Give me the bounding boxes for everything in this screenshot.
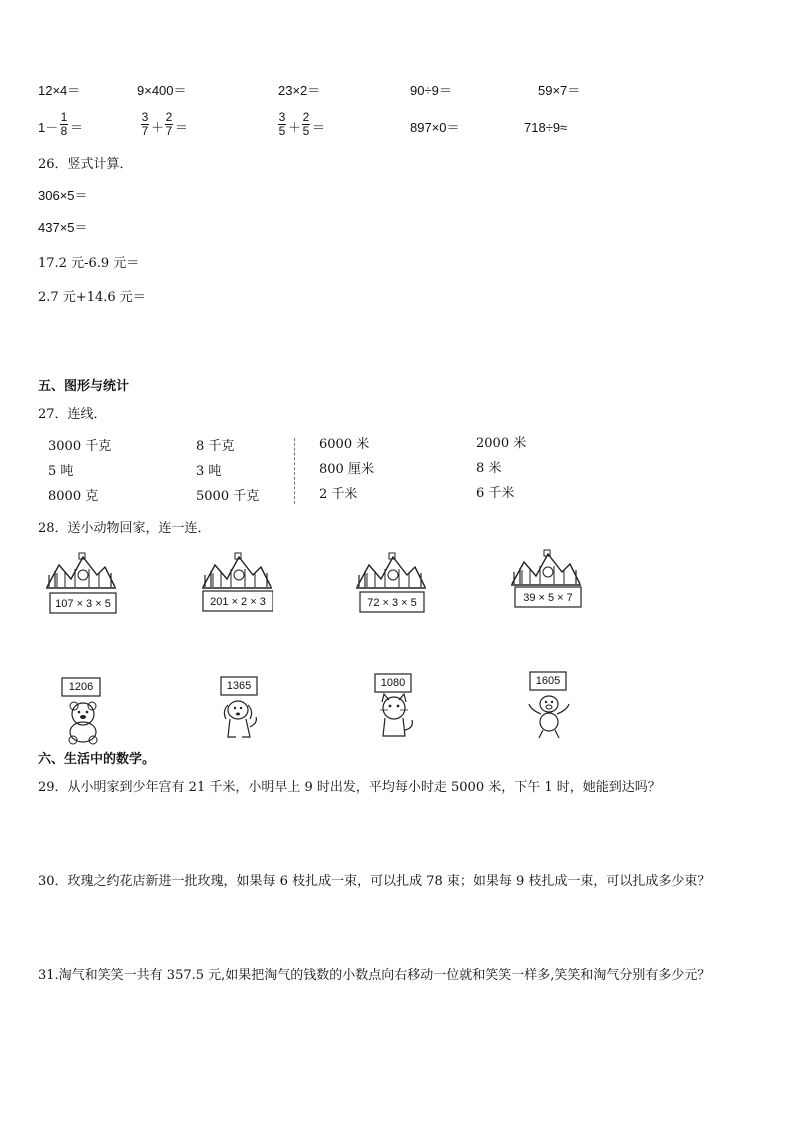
section-5-heading: 五、图形与统计	[38, 379, 130, 394]
question-28-title: 28．送小动物回家，连一连．	[38, 521, 211, 536]
animal-3	[366, 672, 426, 742]
animal-value: 1206	[68, 681, 94, 693]
house-1	[45, 549, 117, 617]
match-right-col2-2: 8 米	[476, 461, 502, 476]
animal-2	[210, 675, 270, 745]
question-26-title: 26．竖式计算．	[38, 157, 133, 172]
calc-row1-item3: 23×2＝	[278, 83, 321, 98]
match-left-col1-2: 5 吨	[48, 464, 74, 479]
calc-row1-item1: 12×4＝	[38, 83, 81, 98]
equals: ＝	[70, 120, 84, 135]
q26-item-4: 2.7 元+14.6 元＝	[38, 290, 146, 305]
house-label: 201 × 2 × 3	[210, 596, 266, 608]
match-right-col1-2: 800 厘米	[319, 462, 374, 477]
plus: ＋	[288, 120, 302, 135]
animal-value: 1080	[380, 677, 406, 689]
animal-1	[55, 676, 115, 746]
divider	[294, 438, 295, 504]
match-left-col1-3: 8000 克	[48, 489, 99, 504]
match-left-col1-1: 3000 千克	[48, 439, 112, 454]
calc-row2-item5: 718÷9≈	[524, 120, 568, 135]
calc-row1-item5: 59×7＝	[538, 83, 581, 98]
q26-item-2: 437×5＝	[38, 220, 88, 235]
section-6-heading: 六、生活中的数学。	[38, 752, 156, 767]
denominator: 5	[302, 124, 310, 138]
fraction-2	[301, 111, 311, 138]
house-label: 72 × 3 × 5	[367, 597, 417, 609]
house-3	[355, 549, 427, 617]
question-27-title: 27．连线．	[38, 407, 107, 422]
q26-item-1: 306×5＝	[38, 188, 88, 203]
equals: ＝	[175, 120, 189, 135]
numerator: 2	[165, 110, 173, 124]
fraction-1	[277, 111, 287, 138]
numerator: 2	[302, 110, 310, 124]
match-right-col2-1: 2000 米	[476, 436, 527, 451]
house-label: 107 × 3 × 5	[55, 598, 111, 610]
calc-row1-item2: 9×400＝	[137, 83, 187, 98]
denominator: 7	[141, 124, 149, 138]
denominator: 5	[278, 124, 286, 138]
calc-row1-item4: 90÷9＝	[410, 83, 452, 98]
denominator: 7	[165, 124, 173, 138]
plus: ＋	[151, 120, 165, 135]
animal-4	[521, 670, 581, 740]
fraction-2	[164, 111, 174, 138]
match-left-col2-1: 8 千克	[196, 439, 235, 454]
fraction-1	[140, 111, 150, 138]
question-30: 30．玫瑰之约花店新进一批玫瑰，如果每 6 枝扎成一束，可以扎成 78 束；如果每 9 枝扎成一束，可以扎成多少束？	[38, 874, 711, 889]
q26-item-3: 17.2 元-6.9 元＝	[38, 256, 140, 271]
match-right-col2-3: 6 千米	[476, 486, 515, 501]
denominator: 8	[60, 124, 68, 138]
fraction	[59, 111, 69, 138]
house-4	[510, 546, 582, 614]
match-left-col2-3: 5000 千克	[196, 489, 260, 504]
numerator: 3	[141, 110, 149, 124]
animal-value: 1605	[535, 675, 561, 687]
match-right-col1-1: 6000 米	[319, 437, 370, 452]
animal-value: 1365	[226, 680, 252, 692]
numerator: 1	[60, 110, 68, 124]
house-2	[201, 549, 273, 617]
match-left-col2-2: 3 吨	[196, 464, 222, 479]
prefix: 1－	[38, 120, 59, 135]
house-label: 39 × 5 × 7	[523, 592, 573, 604]
question-29: 29．从小明家到少年宫有 21 千米，小明早上 9 时出发，平均每小时走 5000 米，下午 1 时，她能到达吗？	[38, 780, 661, 795]
question-31: 31.淘气和笑笑一共有 357.5 元,如果把淘气的钱数的小数点向右移动一位就和笑笑一样多,笑笑和淘气分别有多少元？	[38, 968, 711, 983]
equals: ＝	[312, 120, 326, 135]
calc-row2-item4: 897×0＝	[410, 120, 460, 135]
match-right-col1-3: 2 千米	[319, 487, 358, 502]
numerator: 3	[278, 110, 286, 124]
